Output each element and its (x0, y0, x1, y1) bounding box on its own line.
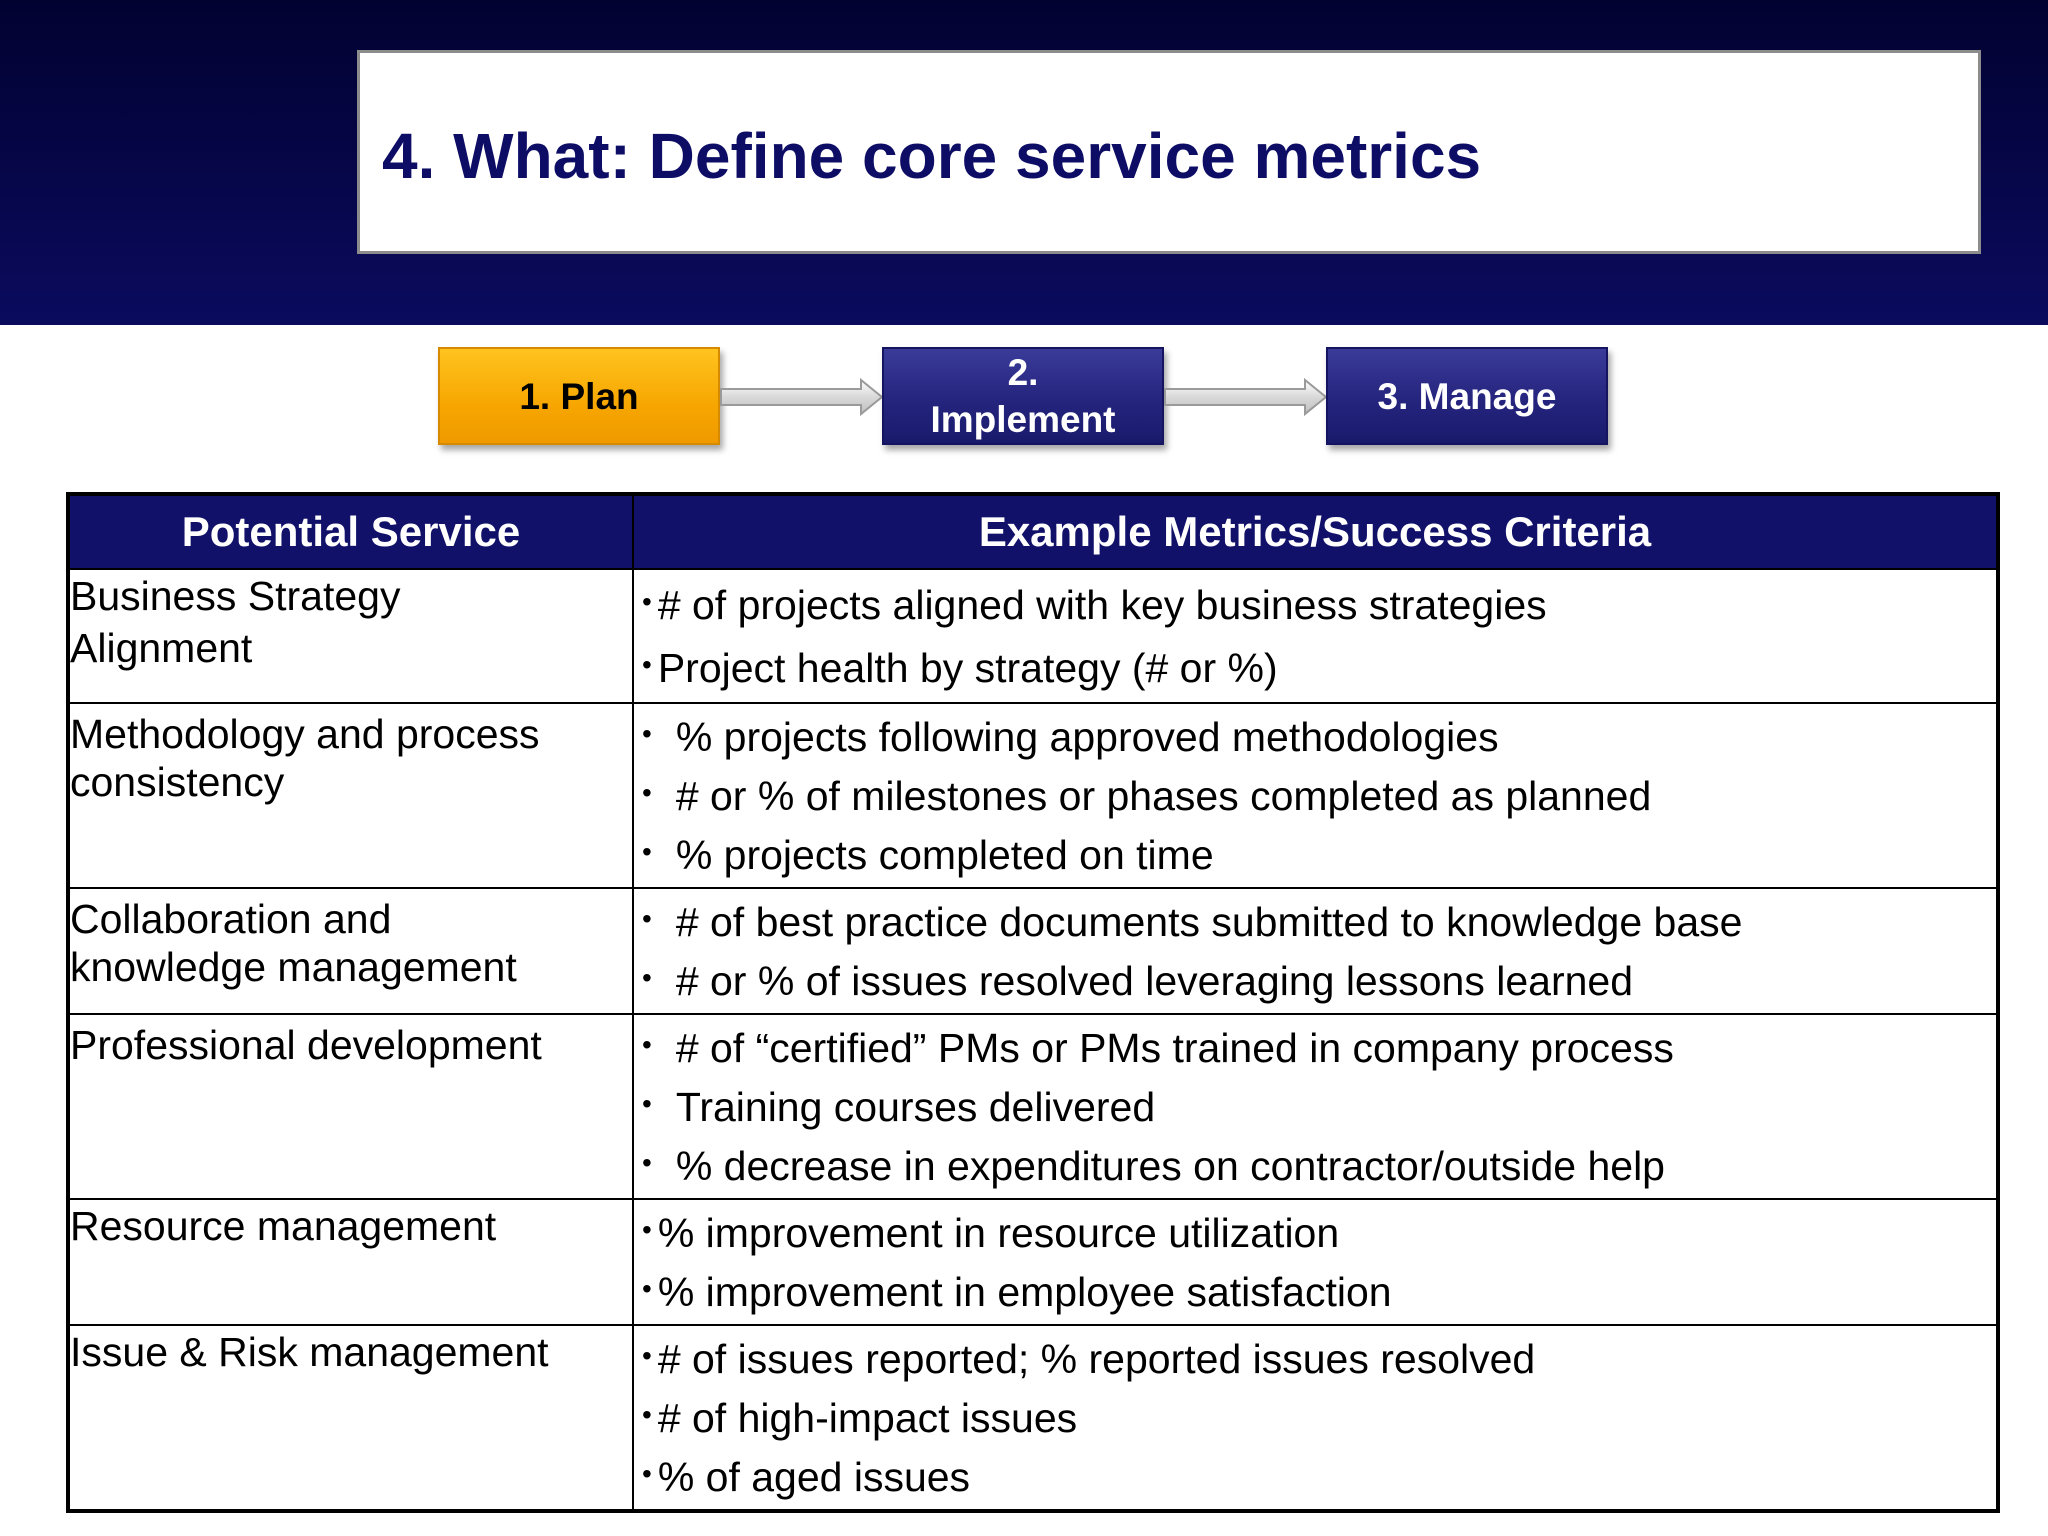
bullet-icon: • (642, 1399, 652, 1430)
list-item (642, 954, 1996, 1013)
header-potential-service: Potential Service (68, 494, 633, 569)
metric-text: # of high-impact issues (657, 1395, 1078, 1441)
list-item (642, 769, 1996, 828)
list-item (642, 1450, 1996, 1509)
list-item (642, 895, 1996, 954)
metrics-cell (633, 569, 1998, 703)
metric-text: # or % of milestones or phases completed as planned (675, 773, 1652, 819)
metrics-table (66, 492, 2000, 1513)
metric-text: # of “certified” PMs or PMs trained in company process (675, 1025, 1674, 1071)
metric-text: # of issues reported; % reported issues resolved (657, 1336, 1536, 1382)
metric-text: % improvement in resource utilization (657, 1210, 1340, 1256)
table-row (68, 1199, 1998, 1325)
metric-text: Project health by strategy (# or %) (657, 645, 1278, 691)
table-row (68, 569, 1998, 703)
step-plan-label: 1. Plan (519, 375, 639, 417)
bullet-icon: • (642, 1147, 652, 1178)
list-item (642, 1139, 1996, 1198)
metrics-list (634, 1200, 1996, 1324)
service-cell: Collaboration and knowledge management (68, 888, 633, 1014)
table-row (68, 703, 1998, 888)
table-row (68, 1325, 1998, 1511)
service-cell: Resource management (68, 1199, 633, 1325)
list-item (642, 1206, 1996, 1265)
bullet-icon: • (642, 1029, 652, 1060)
metric-text: Training courses delivered (675, 1084, 1156, 1130)
bullet-icon: • (642, 962, 652, 993)
service-cell: Professional development (68, 1014, 633, 1199)
metrics-cell (633, 1014, 1998, 1199)
bullet-icon: • (642, 777, 652, 808)
service-cell: Methodology and process consistency (68, 703, 633, 888)
list-item (642, 1391, 1996, 1450)
list-item (642, 1080, 1996, 1139)
header-example-metrics: Example Metrics/Success Criteria (633, 494, 1998, 569)
step-manage (1326, 347, 1608, 445)
bullet-icon: • (642, 836, 652, 867)
table-header-row (68, 494, 1998, 569)
bullet-icon: • (642, 1088, 652, 1119)
list-item (642, 828, 1996, 887)
list-item (642, 639, 1996, 702)
metrics-list (634, 1326, 1996, 1509)
arrow-right-icon (1163, 377, 1329, 417)
bullet-icon: • (642, 649, 652, 680)
list-item (642, 1265, 1996, 1324)
arrow-right-icon (719, 377, 885, 417)
metric-text: % projects following approved methodologies (675, 714, 1499, 760)
metrics-cell (633, 1325, 1998, 1511)
metrics-list (634, 1015, 1996, 1198)
metrics-list (634, 570, 1996, 702)
service-cell: Business Strategy Alignment (68, 569, 633, 703)
step-implement-label: 2. Implement (930, 352, 1116, 440)
bullet-icon: • (642, 1273, 652, 1304)
metrics-cell (633, 888, 1998, 1014)
metric-text: # of best practice documents submitted to knowledge base (675, 899, 1743, 945)
step-plan (438, 347, 720, 445)
metrics-cell (633, 703, 1998, 888)
table-row (68, 888, 1998, 1014)
bullet-icon: • (642, 1458, 652, 1489)
list-item (642, 1021, 1996, 1080)
list-item (642, 710, 1996, 769)
metric-text: % improvement in employee satisfaction (657, 1269, 1392, 1315)
table-row (68, 1014, 1998, 1199)
list-item (642, 1332, 1996, 1391)
bullet-icon: • (642, 1214, 652, 1245)
list-item (642, 576, 1996, 639)
metrics-list (634, 889, 1996, 1013)
metric-text: % of aged issues (657, 1454, 971, 1500)
bullet-icon: • (642, 903, 652, 934)
title-box (357, 50, 1981, 254)
metric-text: # or % of issues resolved leveraging lessons learned (675, 958, 1634, 1004)
bullet-icon: • (642, 718, 652, 749)
step-implement (882, 347, 1164, 445)
bullet-icon: • (642, 586, 652, 617)
step-manage-label: 3. Manage (1377, 375, 1557, 417)
service-cell: Issue & Risk management (68, 1325, 633, 1511)
metrics-cell (633, 1199, 1998, 1325)
metric-text: % decrease in expenditures on contractor/outside help (675, 1143, 1665, 1189)
page-title: 4. What: Define core service metrics (382, 120, 1482, 192)
metric-text: % projects completed on time (675, 832, 1214, 878)
bullet-icon: • (642, 1340, 652, 1371)
metrics-list (634, 704, 1996, 887)
metric-text: # of projects aligned with key business strategies (657, 582, 1547, 628)
